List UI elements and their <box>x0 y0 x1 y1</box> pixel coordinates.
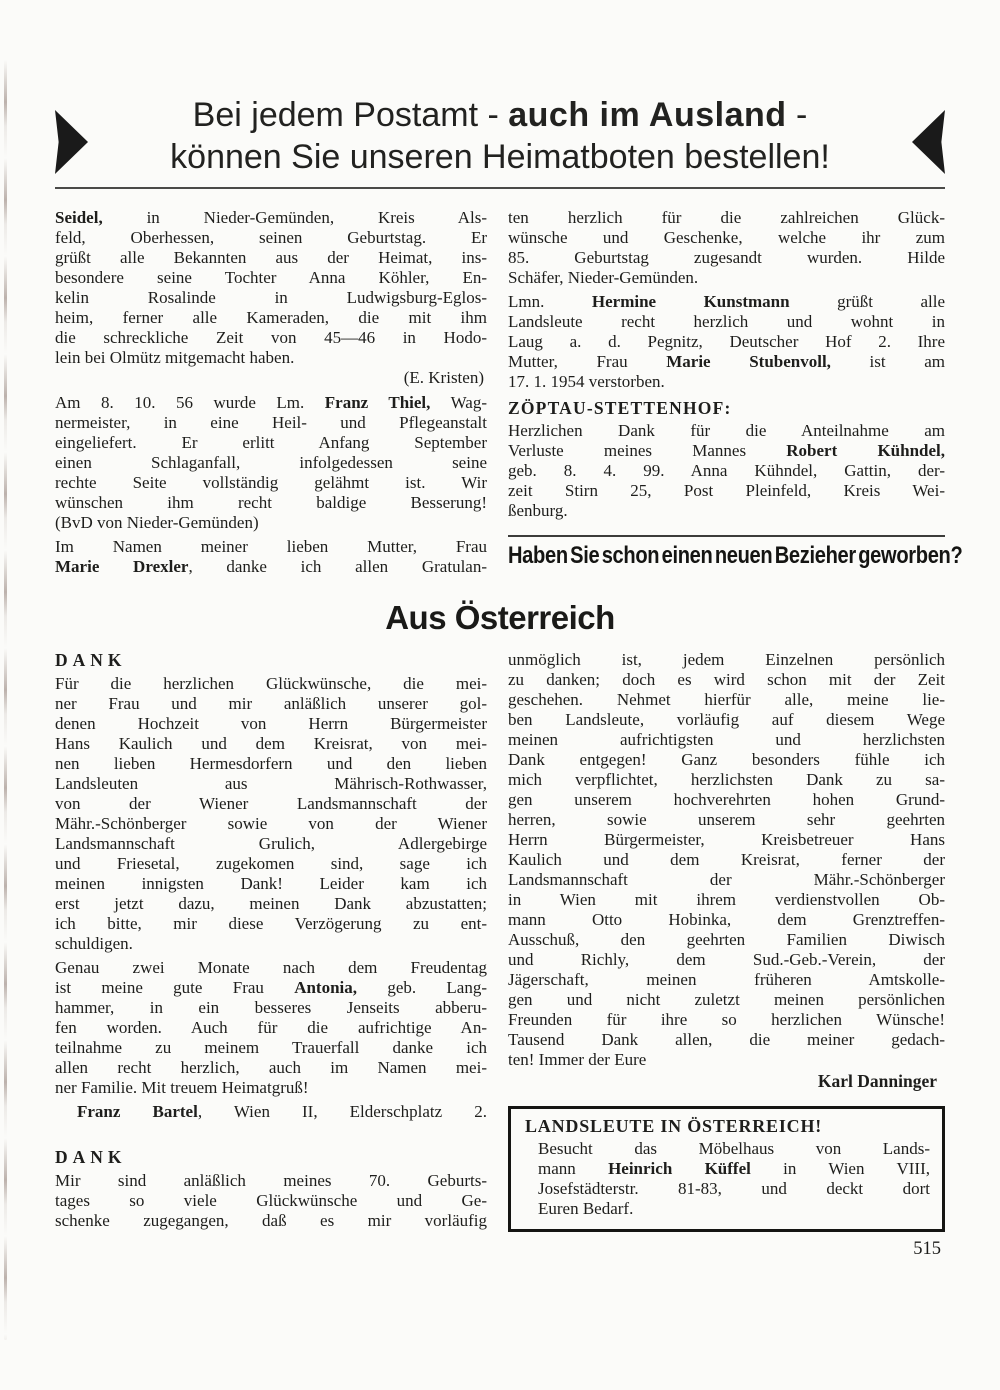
text-line: teilnahme zu meinem Trauerfall danke ich <box>55 1038 487 1057</box>
text-line: wünsche und Geschenke, welche ihr zum <box>508 228 945 247</box>
text-line: Freunden für ihre so herzlichen Wünsche! <box>508 1010 945 1029</box>
top-section <box>55 208 963 577</box>
text-line: Lmn. Hermine Kunstmann grüßt alle <box>508 292 945 311</box>
text-line: Dank entgegen! Ganz besonders fühle ich <box>508 750 945 769</box>
text-line: die schreckliche Zeit von 45—46 in Hodo- <box>55 328 487 347</box>
text-line: in Wien mit ihrem verdienstvollen Ob- <box>508 890 945 909</box>
text-line: hammer, in ein besseres Jenseits abberu- <box>55 998 487 1017</box>
text-line: Mutter, Frau Marie Stubenvoll, ist am <box>508 352 945 371</box>
text-line: meinen aufrichtigsten und herzlichsten <box>508 730 945 749</box>
bottom-left-column <box>55 650 487 1231</box>
text-line: geschehen. Nehmet hierfür alle, meine lie- <box>508 690 945 709</box>
news-item-thiel <box>55 393 487 533</box>
text-line: 17. 1. 1954 verstorben. <box>508 372 665 391</box>
text-line: schuldigen. <box>55 934 133 953</box>
text-line: Marie Drexler, danke ich allen Gratulan- <box>55 557 487 576</box>
text-line: von der Wiener Landsmannschaft der <box>55 794 487 813</box>
text-line: Landsleute recht herzlich und wohnt in <box>508 312 945 331</box>
banner-line-2: können Sie unseren Heimatboten bestellen! <box>170 138 830 176</box>
banner-right-arrow-icon <box>912 110 945 174</box>
text-line: und Richly, dem Sud.-Geb.-Verein, der <box>508 950 945 969</box>
text-line: Jägerschaft, meinen früheren Amtskolle- <box>508 970 945 989</box>
moebelhaus-ad-box <box>508 1106 945 1232</box>
text-line: grüßt alle Bekannten aus der Heimat, ins- <box>55 248 487 267</box>
banner-left-arrow-icon <box>55 110 88 174</box>
text-line: geb. 8. 4. 99. Anna Kühndel, Gattin, der- <box>508 461 945 480</box>
text-line: allen recht herzlich, auch im Namen mei- <box>55 1058 487 1077</box>
bottom-right-column <box>508 650 945 1232</box>
text-line: feld, Oberhessen, seinen Geburtstag. Er <box>55 228 487 247</box>
text-line: Seidel, in Nieder-Gemünden, Kreis Als- <box>55 208 487 227</box>
text-line: ßenburg. <box>508 501 568 520</box>
text-line: gen und nicht zuletzt meinen persönlichen <box>508 990 945 1009</box>
banner-line-1 <box>88 94 912 136</box>
text-line: denen Hochzeit von Herrn Bürgermeister <box>55 714 487 733</box>
text-line: Im Namen meiner lieben Mutter, Frau <box>55 537 487 556</box>
subscription-banner <box>55 94 945 178</box>
text-line: mann Heinrich Küffel in Wien VIII, <box>538 1159 930 1178</box>
text-line: rechte Seite vollständig gelähmt ist. Wir <box>55 473 487 492</box>
text-line: fen worden. Auch für die aufrichtige An- <box>55 1018 487 1037</box>
dank-item-birthday <box>55 1171 487 1231</box>
news-item-schaefer <box>508 208 945 288</box>
news-item-drexler <box>55 537 487 577</box>
text-line: Landsmannschaft der Mähr.-Schönberger <box>508 870 945 889</box>
text-line: Hans Kaulich und dem Kreisrat, von mei- <box>55 734 487 753</box>
text-line: ten herzlich für die zahlreichen Glück- <box>508 208 945 227</box>
text-line: und Friesetal, zugekomen sind, sage ich <box>55 854 487 873</box>
text-line: Kaulich und dem Kreisrat, ferner der <box>508 850 945 869</box>
ad-box-heading: LANDSLEUTE IN ÖSTERREICH! <box>525 1116 823 1136</box>
text-line: gen unserem hochverehrten hohen Grund- <box>508 790 945 809</box>
banner-line1-bold: auch im Ausland <box>508 96 787 134</box>
dank-item-golden-wedding <box>55 674 487 954</box>
page-footer <box>0 1232 1000 1260</box>
slogan-divider-rule <box>508 535 945 537</box>
subscriber-slogan <box>508 542 963 572</box>
text-line: Laug a. d. Pegnitz, Deutscher Hof 2. Ihre <box>508 332 945 351</box>
signature-danninger: Karl Danninger <box>817 1071 937 1091</box>
text-line: ner Frau und mir anläßlich unserer gol- <box>55 694 487 713</box>
text-line: wünschen ihm recht baldige Besserung! <box>55 493 487 512</box>
aus-oesterreich-heading: Aus Österreich <box>385 599 615 636</box>
text-line: erst jetzt dazu, meinen Dank abzustatten; <box>55 894 487 913</box>
text-line: ner Familie. Mit treuem Heimatgruß! <box>55 1078 309 1097</box>
banner-line1-dash: - <box>786 96 808 134</box>
text-line: einen Schlaganfall, infolgedessen seine <box>55 453 487 472</box>
dank-item-antonia <box>55 958 487 1098</box>
news-item-kuehndel <box>508 421 945 521</box>
text-line: Euren Bedarf. <box>538 1199 634 1218</box>
text-line: Herzlichen Dank für die Anteilnahme am <box>508 421 945 440</box>
text-line: ten! Immer der Eure <box>508 1050 647 1069</box>
top-left-column <box>55 208 487 577</box>
text-line: Franz Bartel, Wien II, Elderschplatz 2. <box>77 1102 487 1121</box>
text-line: ist meine gute Frau Antonia, geb. Lang- <box>55 978 488 997</box>
page-number: 515 <box>913 1239 941 1259</box>
text-line: Ausschuß, den geehrten Familien Diwisch <box>508 930 945 949</box>
text-line: Mähr.-Schönberger sowie von der Wiener <box>55 814 487 833</box>
text-line: eingeliefert. Er erlitt Anfang September <box>55 433 487 452</box>
text-line: Besucht das Möbelhaus von Lands- <box>538 1139 930 1158</box>
ad-box-body <box>538 1139 930 1219</box>
byline-kristen: (E. Kristen) <box>403 368 484 387</box>
text-line: Verluste meines Mannes Robert Kühndel, <box>508 441 946 460</box>
text-line: mich verpflichtet, herzlichsten Dank zu sa- <box>508 770 945 789</box>
text-line: zeit Stirn 25, Post Pleinfeld, Kreis Wei- <box>508 481 945 500</box>
text-line: tages so viele Glückwünsche und Ge- <box>55 1191 487 1210</box>
text-line: Mir sind anläßlich meines 70. Geburts- <box>55 1171 487 1190</box>
text-line: schenke zugegangen, daß es mir vorläufig <box>55 1211 487 1230</box>
text-line: Tausend Dank allen, die meiner gedach- <box>508 1030 945 1049</box>
text-line: lein bei Olmütz mitgemacht haben. <box>55 348 295 367</box>
bottom-section <box>55 650 945 1232</box>
text-line: besondere seine Tochter Anna Köhler, En- <box>55 268 487 287</box>
text-line: 85. Geburtstag zugesandt wurden. Hilde <box>508 248 945 267</box>
text-line: Herrn Bürgermeister, Kreisbetreuer Hans <box>508 830 945 849</box>
banner-divider-rule <box>55 187 945 189</box>
text-line: herren, sowie unserem sehr geehrten <box>508 810 945 829</box>
text-line: heim, ferner alle Kameraden, die mit ihm <box>55 308 487 327</box>
dank-heading-1: DANK <box>55 650 127 670</box>
text-line: meinen innigsten Dank! Leider kam ich <box>55 874 487 893</box>
text-line: ich bitte, mir diese Verzögerung zu ent- <box>55 914 487 933</box>
text-line: unmöglich ist, jedem Einzelnen persönlich <box>508 650 945 669</box>
text-line: Für die herzlichen Glückwünsche, die mei- <box>55 674 487 693</box>
dank-item-danninger <box>508 650 945 1070</box>
scan-edge-artifact <box>4 60 7 1340</box>
text-line: nermeister, in eine Heil- und Pflegeanstalt <box>55 413 487 432</box>
news-item-kunstmann <box>508 292 945 392</box>
dank-heading-2: DANK <box>55 1147 127 1167</box>
text-line: Landsmannschaft Grulich, Adlergebirge <box>55 834 487 853</box>
text-line: kelin Rosalinde in Ludwigsburg-Eglos- <box>55 288 487 307</box>
news-item-seidel <box>55 208 487 368</box>
banner-line1-normal: Bei jedem Postamt - <box>192 96 509 134</box>
top-right-column <box>508 208 963 572</box>
text-line: Schäfer, Nieder-Gemünden. <box>508 268 699 287</box>
text-line: Genau zwei Monate nach dem Freudentag <box>55 958 487 977</box>
text-line: (BvD von Nieder-Gemünden) <box>55 513 259 532</box>
text-line: Landsleuten aus Mährisch-Rothwasser, <box>55 774 487 793</box>
text-line: zu danken; doch es wird schon mit der Zeit <box>508 670 945 689</box>
text-line: ben Landsleute, vorläufig auf diesem Wege <box>508 710 945 729</box>
address-line-bartel <box>55 1102 487 1122</box>
text-line: Am 8. 10. 56 wurde Lm. Franz Thiel, Wag- <box>55 393 487 412</box>
subscriber-slogan-text: Haben Sie schon einen neuen Bezieher geworben? <box>508 542 963 569</box>
text-line: mann Otto Hobinka, dem Grenztreffen- <box>508 910 945 929</box>
text-line: Josefstädterstr. 81-83, und deckt dort <box>538 1179 930 1198</box>
banner-text <box>88 94 912 178</box>
text-line: nen lieben Hermesdorfern und den lieben <box>55 754 487 773</box>
zoeptau-stettenhof-heading: ZÖPTAU-STETTENHOF: <box>508 398 732 418</box>
